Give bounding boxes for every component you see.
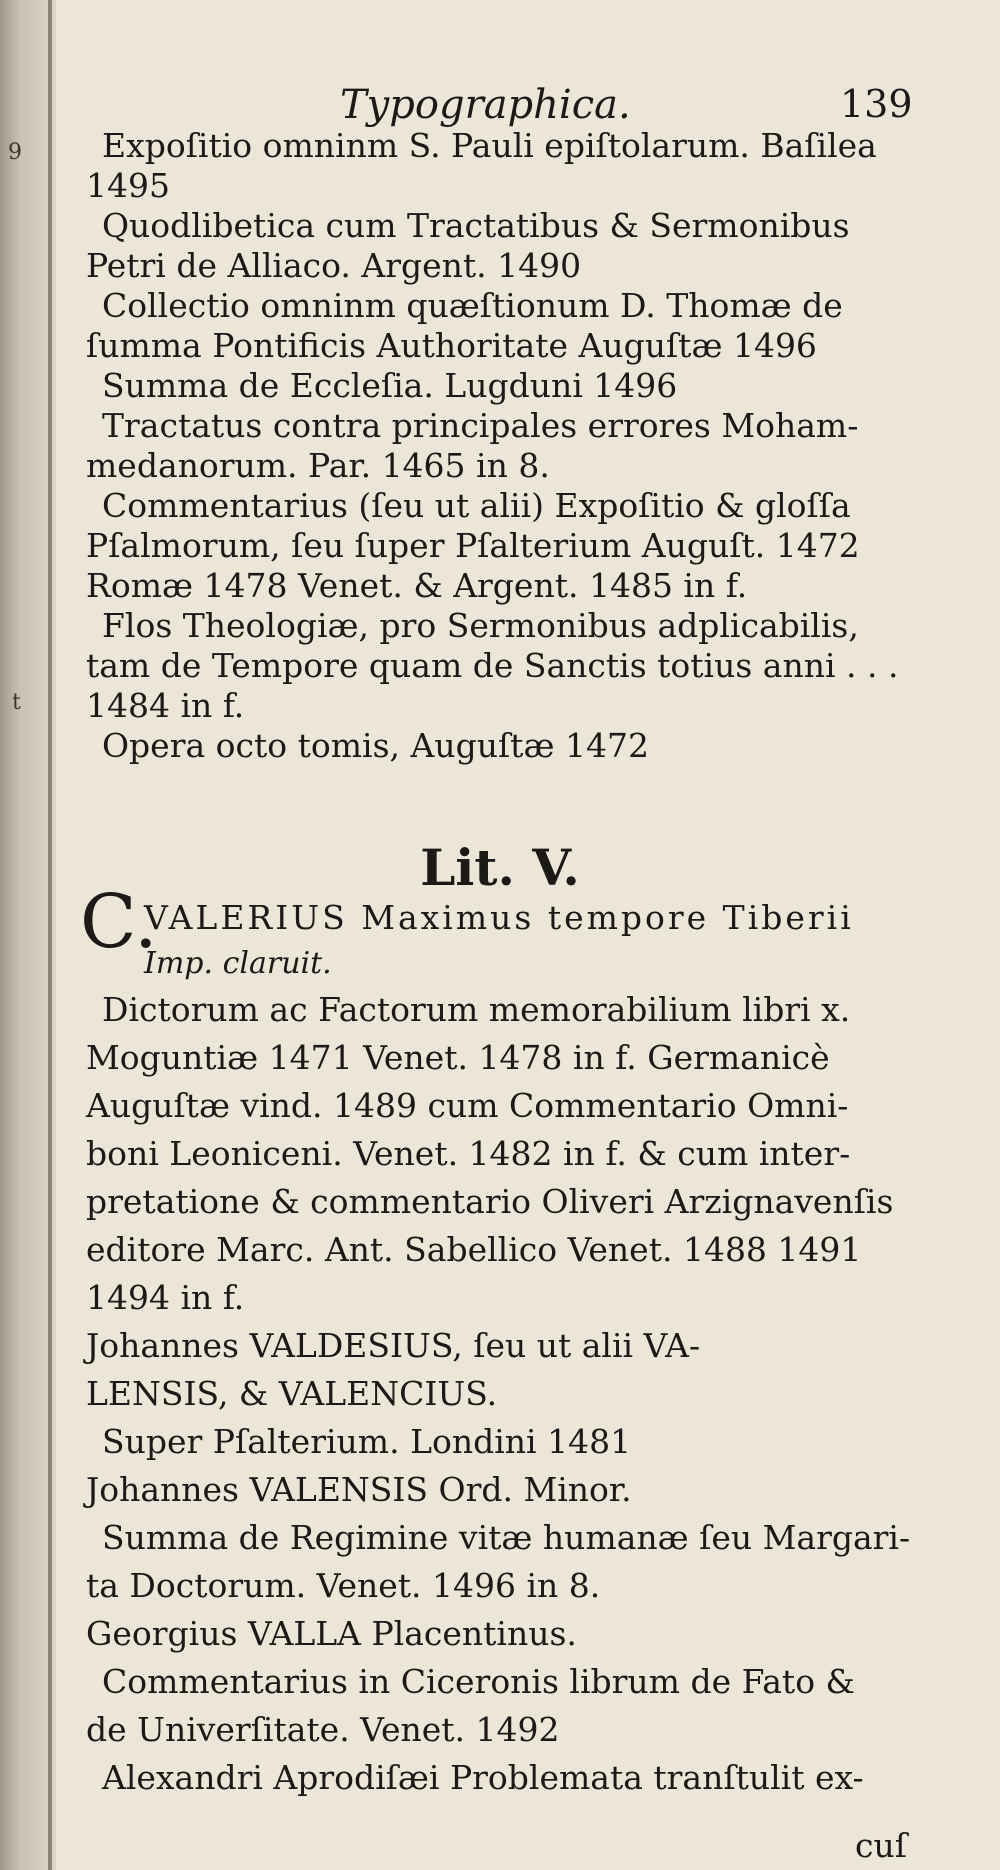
upper-entry-line: Petri de Alliaco. Argent. 1490 — [86, 246, 582, 285]
upper-entry-line: Romæ 1478 Venet. & Argent. 1485 in f. — [86, 566, 748, 605]
upper-entry-line: ſumma Pontificis Authoritate Auguſtæ 1496 — [86, 326, 817, 365]
lower-entry-line: Johannes VALDESIUS, ſeu ut alii VA- — [86, 1326, 701, 1365]
lower-entry-line: Super Pſalterium. Londini 1481 — [102, 1422, 632, 1461]
upper-entry-line: tam de Tempore quam de Sanctis totius anni . . . — [86, 646, 899, 685]
lower-entry-line: pretatione & commentario Oliveri Arzignavenſis — [86, 1182, 894, 1221]
gutter-mark-2: t — [12, 690, 21, 715]
lower-entry-line: Georgius VALLA Placentinus. — [86, 1614, 577, 1653]
gutter-mark-1: 9 — [8, 140, 22, 165]
upper-entry-line: Collectio omninm quæſtionum D. Thomæ de — [102, 286, 843, 325]
upper-entry-line: Summa de Eccleſia. Lugduni 1496 — [102, 366, 678, 405]
upper-entry-line: Expoſitio omninm S. Pauli epiſtolarum. Baſilea — [102, 126, 877, 165]
lower-entry-line: Dictorum ac Factorum memorabilium libri x. — [102, 990, 851, 1029]
upper-entry-line: medanorum. Par. 1465 in 8. — [86, 446, 550, 485]
upper-entry-line: Opera octo tomis, Auguſtæ 1472 — [102, 726, 649, 765]
upper-entry-line: Tractatus contra principales errores Moham- — [102, 406, 859, 445]
section-title: Lit. V. — [420, 838, 580, 897]
gutter-shadow — [48, 0, 52, 1870]
lower-entry-line: de Univerſitate. Venet. 1492 — [86, 1710, 560, 1749]
lower-entry-line: LENSIS, & VALENCIUS. — [86, 1374, 498, 1413]
valerius-subheading: Imp. claruit. — [144, 946, 332, 981]
lower-entry-line: Moguntiæ 1471 Venet. 1478 in f. Germanicè — [86, 1038, 830, 1077]
upper-entry-line: 1484 in f. — [86, 686, 245, 725]
upper-entry-line: 1495 — [86, 166, 170, 205]
lower-entry-line: Alexandri Aprodiſæi Problemata tranſtulit ex- — [102, 1758, 864, 1797]
upper-entry-line: Commentarius (ſeu ut alii) Expoſitio & gloſſa — [102, 486, 851, 525]
upper-entry-line: Quodlibetica cum Tractatibus & Sermonibus — [102, 206, 850, 245]
entry-initial: C. — [80, 879, 158, 965]
lower-entry-line: ta Doctorum. Venet. 1496 in 8. — [86, 1566, 601, 1605]
lower-entry-line: boni Leoniceni. Venet. 1482 in f. & cum inter- — [86, 1134, 851, 1173]
page-number: 139 — [840, 82, 913, 126]
catchword: cuſ — [855, 1826, 907, 1865]
upper-entry-line: Flos Theologiæ, pro Sermonibus adplicabilis, — [102, 606, 859, 645]
upper-entry-line: Pſalmorum, ſeu ſuper Pſalterium Auguſt. 1472 — [86, 526, 860, 565]
valerius-heading: VALERIUS Maximus tempore Tiberii — [144, 898, 854, 937]
lower-entry-line: editore Marc. Ant. Sabellico Venet. 1488 1491 — [86, 1230, 862, 1269]
running-title: Typographica. — [340, 82, 631, 128]
lower-entry-line: Auguſtæ vind. 1489 cum Commentario Omni- — [86, 1086, 849, 1125]
lower-entry-line: Johannes VALENSIS Ord. Minor. — [86, 1470, 632, 1509]
lower-entry-line: 1494 in f. — [86, 1278, 245, 1317]
lower-entry-line: Commentarius in Ciceronis librum de Fato & — [102, 1662, 855, 1701]
lower-entry-line: Summa de Regimine vitæ humanæ ſeu Margari- — [102, 1518, 911, 1557]
